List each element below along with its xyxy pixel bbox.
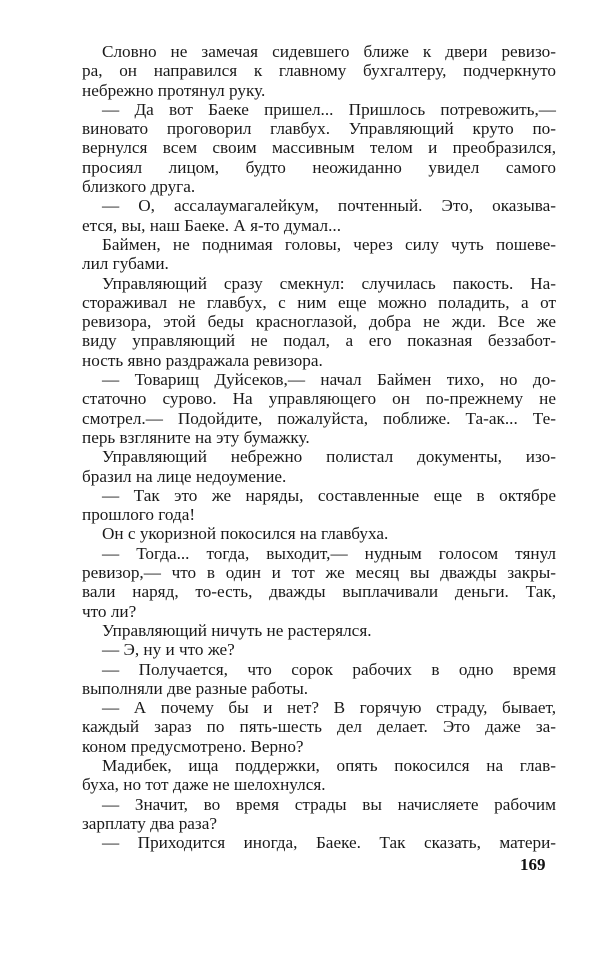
text-line: каждый зараз по пять-шесть дел делает. Это даже за- [82, 717, 556, 737]
text-line: перь взгляните на эту бумажку. [82, 427, 310, 447]
text-line: — Да вот Баеке пришел... Пришлось потревожить,— [102, 99, 556, 119]
text-line: небрежно протянул руку. [82, 80, 266, 100]
text-line: ра, он направился к главному бухгалтеру, подчеркнуто [82, 61, 556, 81]
text-line: Управляющий сразу смекнул: случилась пакость. На- [102, 273, 556, 293]
book-page-text [82, 42, 556, 852]
text-line: виду управляющий не подал, а его показная беззабот- [82, 331, 556, 351]
text-line: бразил на лице недоумение. [82, 466, 287, 486]
text-line: — О, ассалаумагалейкум, почтенный. Это, оказыва- [102, 196, 556, 216]
text-line: лил губами. [82, 254, 169, 274]
text-line: выполняли две разные работы. [82, 678, 309, 698]
text-line: просиял лицом, будто неожиданно увидел самого [82, 157, 556, 177]
text-line: — Так это же наряды, составленные еще в октябре [102, 485, 556, 505]
text-line: — Э, ну и что же? [102, 640, 235, 660]
page-number: 169 [520, 855, 546, 874]
text-line: — Приходится иногда, Баеке. Так сказать, матери- [102, 833, 556, 853]
text-line: ность явно раздражала ревизора. [82, 350, 323, 370]
text-line: зарплату два раза? [82, 813, 217, 833]
text-line: — Получается, что сорок рабочих в одно время [102, 659, 556, 679]
text-line: — Значит, во время страды вы начисляете рабочим [102, 794, 556, 814]
text-line: что ли? [82, 601, 137, 621]
text-line: — Товарищ Дуйсеков,— начал Баймен тихо, но до- [102, 370, 556, 390]
text-line: ется, вы, наш Баеке. А я-то думал... [82, 215, 341, 235]
text-line: виновато проговорил главбух. Управляющий круто по- [82, 119, 556, 139]
text-line: Баймен, не поднимая головы, через силу чуть пошеве- [102, 234, 556, 254]
text-line: Управляющий небрежно полистал документы, изо- [102, 447, 556, 467]
text-line: Мадибек, ища поддержки, опять покосился на глав- [102, 755, 556, 775]
text-line: буха, но тот даже не шелохнулся. [82, 775, 326, 795]
text-line: Словно не замечая сидевшего ближе к двери ревизо- [102, 42, 556, 61]
text-line: Управляющий ничуть не растерялся. [102, 620, 372, 640]
text-line: — Тогда... тогда, выходит,— нудным голосом тянул [102, 543, 556, 563]
text-line: коном предусмотрено. Верно? [82, 736, 304, 756]
text-line: вернулся всем своим массивным телом и преобразился, [82, 138, 556, 158]
text-line: смотрел.— Подойдите, пожалуйста, поближе. Та-ак... Те- [82, 408, 556, 428]
text-line: стораживал не главбух, с ним еще можно поладить, а от [82, 292, 556, 312]
text-line: Он с укоризной покосился на главбуха. [102, 524, 389, 544]
text-line: близкого друга. [82, 177, 196, 197]
text-line: вали наряд, то-есть, дважды выплачивали деньги. Так, [82, 582, 556, 602]
text-line: статочно сурово. На управляющего он по-прежнему не [82, 389, 556, 409]
text-line: ревизора, этой беды красноглазой, добра не жди. Все же [82, 312, 556, 332]
text-line: — А почему бы и нет? В горячую страду, бывает, [102, 698, 556, 718]
text-line: прошлого года! [82, 505, 196, 525]
text-line: ревизор,— что в один и тот же месяц вы дважды закры- [82, 563, 556, 583]
